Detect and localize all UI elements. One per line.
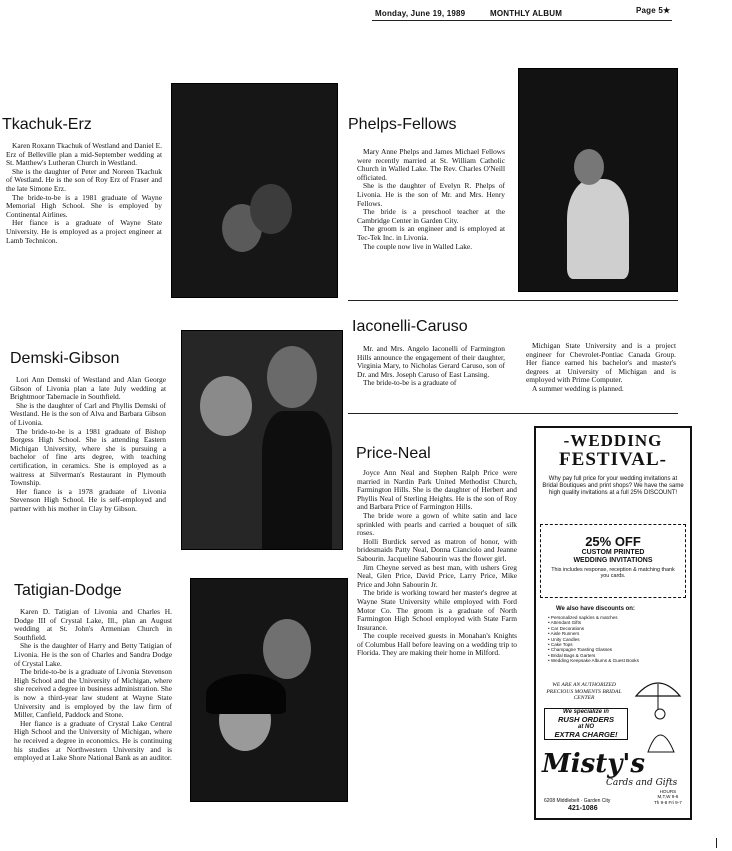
list-item: • Personalized napkins & matches — [548, 615, 648, 620]
list-item: • Bridal Bags & Garters — [548, 653, 648, 658]
paragraph: The couple received guests in Monahan's Knights of Columbus Hall before leaving on a wedding trip to Florida. They are making their home in Milford. — [357, 631, 517, 658]
store-phone: 421-1086 — [568, 805, 598, 812]
rush-line: at NO — [577, 724, 594, 730]
brand-name: Misty's — [542, 749, 646, 779]
paragraph: The couple now live in Walled Lake. — [363, 241, 473, 251]
paragraph: The bride-to-be is a 1981 graduate of Bishop Borgess High School. She is attending Eastern Michigan University, where she is pursuing a bachelor of fine arts degree, with teaching certification, in ceramics. She is employed as a waitress at Silverman's Restaurant in Plymouth Township. — [10, 426, 166, 488]
couple-figure — [263, 619, 311, 679]
list-item: • Champagne Toasting Glasses — [548, 647, 648, 652]
list-item: • Attendant Gifts — [548, 620, 648, 625]
section-divider — [348, 413, 678, 414]
hours-line: M,T,W 9-6 — [657, 794, 679, 800]
paragraph: Karen D. Tatigian of Livonia and Charles H. Dodge III of Crystal Lake, Ill., plan an August wedding at St. John's Armenian Church in Southfield. — [14, 607, 172, 642]
couple-figure — [267, 346, 317, 408]
list-item: • Wedding Keepsake Albums & Guest Books — [548, 658, 648, 663]
couple-figure — [250, 184, 292, 234]
paragraph: The bride-to-be is a graduate of — [363, 378, 457, 388]
coupon-line2: CUSTOM PRINTED — [581, 549, 645, 556]
paragraph: The bride-to-be is a 1981 graduate of Wayne Memorial High School. She is employed by Continental Airlines. — [6, 192, 162, 219]
couple-figure — [200, 376, 252, 436]
list-item: • Cake Tops — [548, 642, 648, 647]
paragraph: The bride is a preschool teacher at the Cambridge Center in Garden City. — [357, 207, 505, 225]
photo-tatigian-dodge — [190, 578, 348, 802]
hair — [206, 674, 286, 714]
ad-title-line2: FESTIVAL- — [559, 449, 667, 470]
headline-price-neal: Price-Neal — [356, 445, 431, 462]
header-page: Page 5★ — [636, 6, 671, 15]
rush-box — [544, 708, 628, 740]
rush-line: EXTRA CHARGE! — [554, 730, 618, 739]
paragraph: Holli Burdick served as matron of honor, with bridesmaids Patty Neal, Donna Cianciolo and Jeanne Sabourin. Jacqueline Sabourin was the flower girl. — [357, 536, 517, 563]
paragraph: Karen Roxann Tkachuk of Westland and Daniel E. Erz of Belleville plan a mid-September wedding at St. Matthew's Lutheran Church in Westland. — [6, 141, 162, 168]
list-item: • Aisle Runners — [548, 631, 648, 636]
rush-line: RUSH ORDERS — [557, 715, 615, 724]
paragraph: Mr. and Mrs. Angelo Iaconelli of Farmington Hills announce the engagement of their daughter, Virginia Mary, to Nicholas Gerard Caruso, son of Dr. and Mrs. Joseph Caruso of East Lansing. — [357, 344, 505, 379]
photo-phelps-fellows — [518, 68, 678, 292]
paragraph: Michigan State University and is a project engineer for Chevrolet-Pontiac Canada Group. Her fiance earned his bachelor's and master's degrees at University of Michigan and is employed with Prime Computer. — [526, 341, 676, 385]
headline-tatigian-dodge: Tatigian-Dodge — [14, 582, 122, 599]
coupon-fineprint: This includes response, reception & matching thank you cards. — [551, 567, 675, 580]
header-section: MONTHLY ALBUM — [490, 9, 563, 18]
couple-figure — [574, 149, 604, 185]
article-iaconelli-caruso-col1 — [357, 345, 505, 388]
ad-title-line1: -WEDDING — [563, 431, 663, 450]
shirt — [262, 411, 332, 550]
rush-line: We specialize in — [563, 709, 609, 715]
paragraph: She is the daughter of Harry and Betty Tatigian of Livonia. He is the son of Charles and Sandra Dodge of Crystal Lake. — [14, 641, 172, 668]
photo-demski-gibson — [181, 330, 343, 550]
list-item: • Car Decorations — [548, 626, 648, 631]
paragraph: She is the daughter of Carl and Phyllis Demski of Westland. He is the son of Alva and Barbara Gibson of Livonia. — [10, 400, 166, 427]
paragraph: Joyce Ann Neal and Stephen Ralph Price were married in Nardin Park United Methodist Church, Farmington Hills. She is the daughter of Herbert and Phyllis Neal of Sterling Heights. He is the son of Roy and Barbara Price of Farmington Hills. — [357, 468, 517, 512]
headline-iaconelli-caruso: Iaconelli-Caruso — [352, 318, 468, 335]
paragraph: The groom is an engineer and is employed at Tec-Tek Inc. in Livonia. — [357, 224, 505, 242]
section-divider — [348, 300, 678, 301]
paragraph: The bride wore a gown of white satin and lace sprinkled with pearls and carried a bouquet of silk roses. — [357, 510, 517, 538]
paragraph: Jim Cheyne served as best man, with ushers Greg Neal, Glen Price, David Price, Larry Price, Mike Price and John Sabourin Jr. — [357, 562, 517, 589]
coupon — [540, 524, 686, 598]
article-tkachuk-erz — [6, 142, 162, 245]
headline-tkachuk-erz: Tkachuk-Erz — [2, 116, 92, 133]
paragraph: Her fiance is a graduate of Crystal Lake Central High School and the University of Michigan, where he received a degree in economics. He is continuing his studies at Northwestern University and is employed at Lake Shore National Bank as an auditor. — [14, 718, 172, 763]
header-date: Monday, June 19, 1989 — [375, 9, 466, 18]
article-phelps-fellows — [357, 148, 505, 251]
paragraph: The bride-to-be is a graduate of Livonia Stevenson High School and the University of Michigan, where she received a degree in business administration. She is now a third-year law student at Wayne State University and is employed by the law firm of Miller, Canfield, Paddock and Stone. — [14, 667, 172, 720]
store-address: 6208 Middlebelt · Garden City — [544, 798, 611, 804]
article-tatigian-dodge — [14, 608, 172, 763]
paragraph: Her fiance is a graduate of Wayne State University. He is employed as a project engineer at Lamb Technicon. — [6, 218, 162, 245]
paragraph: The bride is working toward her master's degree at Wayne State University while employed with Ford Motor Co. The groom is a graduate of North Farmington High School employed with State Farm Insurance. — [357, 588, 517, 632]
photo-tkachuk-erz — [171, 83, 338, 298]
list-item: • Unity Candles — [548, 637, 648, 642]
wedding-festival-ad — [534, 426, 692, 820]
authorized-text: WE ARE AN AUTHORIZED PRECIOUS MOMENTS BRIDAL CENTER — [546, 682, 622, 702]
paragraph: She is the daughter of Evelyn R. Phelps of Livonia. He is the son of Mr. and Mrs. Henry Fellows. — [357, 181, 505, 208]
paragraph: Mary Anne Phelps and James Michael Fellows were recently married at St. William Catholic Church in Walled Lake. The Rev. Charles O'Neill officiated. — [357, 147, 505, 182]
coupon-discount: 25% OFF — [585, 534, 641, 549]
paragraph: Lori Ann Demski of Westland and Alan George Gibson of Livonia plan a late July wedding at Brightmoor Tabernacle in Southfield. — [10, 375, 166, 402]
coupon-line3: WEDDING INVITATIONS — [573, 557, 653, 564]
hours-line: Th 9-8 Fri 9-7 — [654, 799, 682, 805]
brand-subtitle: Cards and Gifts — [606, 778, 678, 788]
store-hours — [654, 789, 682, 805]
bride-gown — [567, 179, 629, 279]
article-price-neal — [357, 469, 517, 658]
headline-phelps-fellows: Phelps-Fellows — [348, 116, 457, 133]
paragraph: She is the daughter of Peter and Noreen Tkachuk of Westland. He is the son of Roy Erz of Fraser and the late Simone Erz. — [6, 166, 162, 193]
discounts-heading: We also have discounts on: — [556, 606, 635, 612]
headline-demski-gibson: Demski-Gibson — [10, 350, 120, 367]
article-demski-gibson — [10, 376, 166, 514]
ad-intro: Why pay full price for your wedding invitations at Bridal Boutiques and print shops? We have the same high quality invitations at a full 25% DISCOUNT! — [542, 476, 684, 496]
hours-label: HOURS — [659, 789, 677, 794]
article-iaconelli-caruso-col2 — [526, 342, 676, 394]
page-edge-mark — [716, 838, 717, 848]
bride-umbrella-icon — [630, 674, 686, 754]
header-rule — [372, 20, 672, 21]
paragraph: Her fiance is a 1978 graduate of Livonia Stevenson High School. He is self-employed and partner with his mother in Clay by Gibson. — [10, 486, 166, 513]
paragraph: A summer wedding is planned. — [532, 383, 624, 393]
discount-list — [548, 615, 648, 664]
